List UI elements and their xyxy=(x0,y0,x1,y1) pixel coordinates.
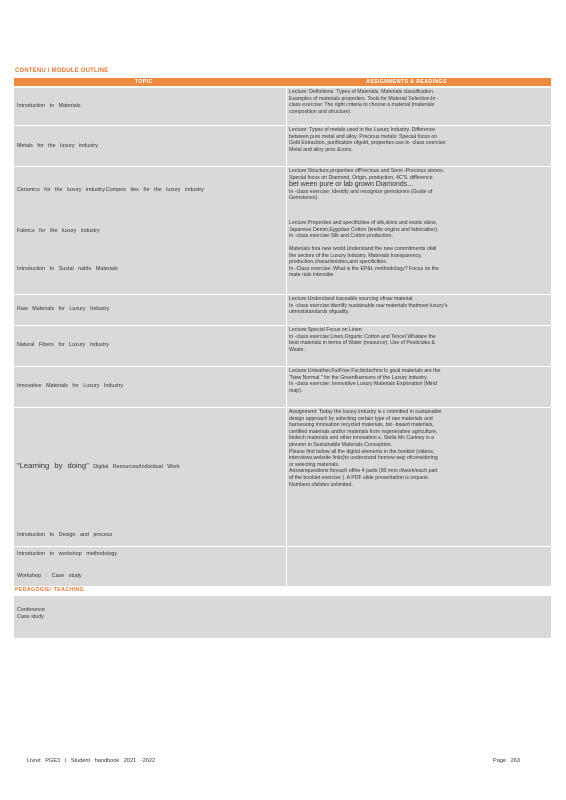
assignment-line: Please find below all the digital elements in the booklet (videos, xyxy=(289,448,435,455)
assignment-cell xyxy=(287,547,551,586)
assignment-line: mate rials intensitie xyxy=(289,272,334,279)
assignment-cell xyxy=(287,126,551,166)
assignment-line: Lecture:Structure,properties ofPrecious and Semi -Precious stones. xyxy=(289,168,445,174)
teaching-item-conference: Conference xyxy=(17,607,45,613)
topic-cell: Innovative Materials for Luxury Industry xyxy=(17,383,124,389)
topic-cell: Introduction to Sustai nable Materials xyxy=(17,266,118,272)
table-row xyxy=(14,326,286,366)
table-row xyxy=(14,547,286,586)
assignment-cell xyxy=(287,367,551,407)
assignment-line: class exercise: The right criteria to choose a material (materials xyxy=(289,102,435,109)
assignment-cell xyxy=(287,167,551,219)
assignment-line: Lecture:Understand traceable sourcing ofraw material. xyxy=(289,296,414,302)
assignment-line: In -class exercise:Linen,Organic Cotton and Tencel.Whatare the xyxy=(289,333,436,340)
assignment-line: biotech materials and other innovation s. Stella Mc Cartney is a xyxy=(289,435,435,442)
teaching-title: PEDAGOGIE/ TEACHING xyxy=(15,587,84,593)
table-header-bar xyxy=(14,78,551,86)
teaching-header-bar xyxy=(14,586,551,594)
teaching-item-case-study: Case study xyxy=(17,614,44,620)
footer-page-number: Page 263 xyxy=(493,758,520,764)
module-outline-label: CONTENU I MODULE OUTLINE xyxy=(15,68,109,74)
assignment-line: utmoststandards ofquality. xyxy=(289,309,350,316)
assignment-line: Special focus on Diamond. Origin, production, 4C'S. difference xyxy=(289,174,433,181)
digital-resources-label: Digital Resources/Individual Work xyxy=(93,464,180,470)
topic-cell: Introduction to Materials xyxy=(17,103,81,109)
footer-handbook: Livret PGE3 I Student handbook 2021 -2022 xyxy=(27,758,156,764)
assignment-line: Lecture: Types of metals used in the Luxury Industry. Difference xyxy=(289,127,436,133)
assignment-cell xyxy=(287,326,551,366)
topic-cell: Fabrics for the luxury industry xyxy=(17,228,100,234)
assignment-line: harnessing innovation recycled materials, bio -based materials, xyxy=(289,422,434,429)
topic-cell: Natural Fibers for Luxury Industry xyxy=(17,342,109,348)
assignment-cell xyxy=(287,408,551,546)
assignment-line: map). xyxy=(289,387,303,394)
assignment-line: In -Class exercise: What is the EP&L methodology? Focus on the xyxy=(289,265,440,272)
assignment-line: In -class exercise:identify sustainable raw materials thatmeet luxury's xyxy=(289,302,448,309)
assignments-column-header: ASSIGNMENTS & READINGS xyxy=(366,79,447,85)
assignment-line: composition and structure). xyxy=(289,108,352,115)
assignment-line: Lecture:Special Focus on Linen xyxy=(289,327,362,333)
assignment-cell xyxy=(287,295,551,325)
assignment-line: Lecture:Unleather,FurFree Fur,biotechno lo gical materials are the xyxy=(289,368,441,374)
assignment-line: Materials fora new world.Understand the new commitments ofall xyxy=(289,246,437,252)
assignment-line: between pure metal and alloy. Precious metals: Special focus on xyxy=(289,133,438,140)
assignment-line: Examples of materials properties. Tools for Material Selection.In - xyxy=(289,95,439,102)
topic-cell: Metals for the luxury industry xyxy=(17,143,98,149)
learning-by-doing-label: "Learning by doing" xyxy=(17,461,89,470)
assignment-line: certified materials and/or materials from regenerative agriculture, xyxy=(289,428,438,435)
assignment-cell xyxy=(287,219,551,245)
table-row xyxy=(14,126,286,166)
assignment-line: In -class exercise:Silk and Cotton production. xyxy=(289,233,393,240)
assignment-cell xyxy=(287,245,551,293)
assignment-line: Japanese Denim,Egyptian Cotton (textile origins and fabrication). xyxy=(289,226,439,233)
table-row xyxy=(14,408,286,546)
topic-column-header: TOPIC xyxy=(135,79,153,85)
topic-cell: Introduction to workshop methodology xyxy=(17,551,118,557)
assignment-line: of the booklet exercise ). A PDF slide presentation is request. xyxy=(289,474,430,481)
assignment-line: Metal and alloy pros &cons. xyxy=(289,146,353,153)
assignment-line: Gold Extraction, purification ofgold, properties.use.In -class exercise: xyxy=(289,140,447,147)
assignment-line: the sectors of the Luxury Industry. Materials transparency, xyxy=(289,252,422,259)
topic-cell: Raw Materials for Luxury Industry xyxy=(17,306,110,312)
assignment-cell xyxy=(287,88,551,125)
teaching-box xyxy=(14,596,551,638)
assignment-line: Waste. xyxy=(289,346,305,353)
table-row xyxy=(14,367,286,407)
topic-cell: Introduction to Design and process xyxy=(17,532,113,538)
assignment-line: pioneer in Sustainable Materials Conception. xyxy=(289,441,392,448)
assignment-line: In -class exercise: Identify and recognize gemstones (Guide of xyxy=(289,188,433,195)
assignment-line: "New Normal " for the Greenfluencers of the Luxury industry. xyxy=(289,374,428,381)
table-row xyxy=(14,219,286,245)
assignment-highlight: bet ween pure or lab grown Diamonds... xyxy=(289,181,414,189)
topic-cell xyxy=(17,462,180,471)
table-row xyxy=(14,88,286,125)
assignment-line: Lecture: Definitions. Types of Materials. Materials classification. xyxy=(289,89,435,95)
assignment-line: Lecture:Properties and specificities of silk,skins and exotic skins, xyxy=(289,220,438,226)
assignment-line: In -class exercise: Innovative Luxury Materials Exploration (Mind xyxy=(289,381,437,388)
table-row xyxy=(14,295,286,325)
assignment-line: production,characteristics,and specificities. xyxy=(289,259,388,266)
assignment-line: Numbers ofslides unlimited. xyxy=(289,481,353,488)
assignment-line: Answerquestions foreach ofthe 4 parts (90 mns ofwork/each part xyxy=(289,468,438,475)
table-row xyxy=(14,245,286,293)
module-outline-table xyxy=(14,88,551,586)
assignment-line: Gemstones). xyxy=(289,195,319,202)
assignment-line: Assignment: Today the luxury industry is c ommitted in sustainable xyxy=(289,409,442,415)
table-row xyxy=(14,167,286,219)
assignment-line: interviews,website links)to understand hernew way ofconsidering xyxy=(289,455,438,462)
assignment-line: or selecting materials. xyxy=(289,461,340,468)
topic-cell: Ceramics for the luxury industry.Compos ites for the luxury industry xyxy=(17,187,204,193)
topic-cell: Workshop : Case study xyxy=(17,573,82,579)
assignment-line: design approach by selecting certain type of raw materials and xyxy=(289,415,433,422)
assignment-line: best materials in terms of Water (resource), Use of Pesticides & xyxy=(289,340,435,347)
